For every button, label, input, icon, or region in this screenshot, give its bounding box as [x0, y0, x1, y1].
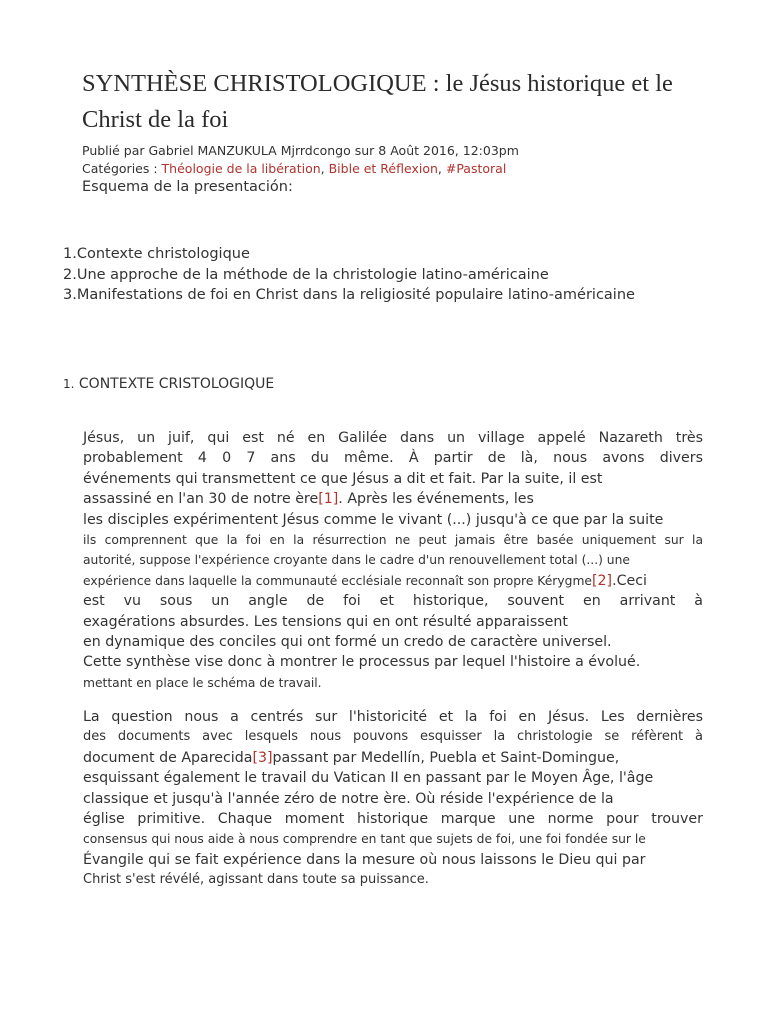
footnote-ref-2[interactable]: [2]: [592, 572, 613, 589]
text-line: assassiné en l'an 30 de notre ère[1]. Après les événements, les: [83, 491, 534, 508]
post-meta-categories: Catégories : Théologie de la libération, Bible et Réflexion, #Pastoral: [82, 161, 507, 176]
section-title: CONTEXTE CRISTOLOGIQUE: [74, 376, 275, 392]
text-line: église primitive. Chaque moment historique marque une norme pour trouver: [83, 811, 703, 828]
text-line: expérience dans laquelle la communauté ecclésiale reconnaît son propre Kérygme[2].Ceci: [83, 572, 647, 589]
outline-item: 3.Manifestations de foi en Christ dans la religiosité populaire latino-américaine: [63, 287, 635, 303]
text-line: en dynamique des conciles qui ont formé un credo de caractère universel.: [83, 634, 612, 651]
outline-item: 1.Contexte christologique: [63, 246, 250, 262]
outline-item: 2.Une approche de la méthode de la christologie latino-américaine: [63, 266, 549, 283]
paragraph-1: [83, 428, 703, 693]
text-line: mettant en place le schéma de travail.: [83, 675, 322, 690]
text-line: probablement 4 0 7 ans du même. À partir de là, nous avons divers: [83, 450, 703, 467]
text-line: esquissant également le travail du Vatican II en passant par le Moyen Âge, l'âge: [83, 770, 654, 787]
presentation-outline: [63, 244, 635, 306]
text-line: autorité, suppose l'expérience croyante dans le cadre d'un renouvellement total (...) une: [83, 553, 630, 568]
text-line: Cette synthèse vise donc à montrer le processus par lequel l'histoire a évolué.: [83, 654, 641, 671]
text-line: Christ s'est révélé, agissant dans toute sa puissance.: [83, 872, 429, 888]
category-link-pastoral[interactable]: #Pastoral: [445, 161, 507, 176]
text-line: les disciples expérimentent Jésus comme le vivant (...) jusqu'à ce que par la suite: [83, 511, 664, 528]
text-line: des documents avec lesquels nous pouvons esquisser la christologie se réfèrent à: [83, 729, 703, 745]
text-line: Jésus, un juif, qui est né en Galilée dans un village appelé Nazareth très: [83, 430, 703, 446]
post-meta-published: Publié par Gabriel MANZUKULA Mjrrdcongo sur 8 Août 2016, 12:03pm: [82, 143, 519, 158]
article-title: SYNTHÈSE CHRISTOLOGIQUE : le Jésus historique et le Christ de la foi: [82, 70, 673, 133]
category-link-bible[interactable]: Bible et Réflexion: [328, 161, 438, 176]
text-line: document de Aparecida[3]passant par Medellín, Puebla et Saint-Domingue,: [83, 749, 620, 766]
category-link-theologie[interactable]: Théologie de la libération: [161, 161, 321, 176]
text-line: La question nous a centrés sur l'historicité et la foi en Jésus. Les dernières: [83, 709, 703, 725]
categories-label: Catégories :: [82, 161, 162, 176]
text-line: événements qui transmettent ce que Jésus a dit et fait. Par la suite, il est: [83, 470, 603, 487]
text-line: exagérations absurdes. Les tensions qui en ont résulté apparaissent: [83, 613, 568, 630]
presentation-intro: Esquema de la presentación:: [82, 179, 293, 195]
footnote-ref-1[interactable]: [1]: [318, 491, 339, 508]
paragraph-2: [83, 707, 703, 891]
text-line: ils comprennent que la foi en la résurrection ne peut jamais être basée uniquement sur la: [83, 533, 703, 548]
section-number: 1.: [63, 377, 75, 391]
section-heading: [63, 374, 274, 394]
text-line: est vu sous un angle de foi et historique, souvent en arrivant à: [83, 593, 703, 610]
text-line: consensus qui nous aide à nous comprendre en tant que sujets de foi, une foi fondée sur le: [83, 832, 646, 847]
text-line: classique et jusqu'à l'année zéro de notre ère. Où réside l'expérience de la: [83, 790, 614, 807]
footnote-ref-3[interactable]: [3]: [252, 749, 273, 766]
text-line: Évangile qui se fait expérience dans la mesure où nous laissons le Dieu qui par: [83, 851, 646, 868]
